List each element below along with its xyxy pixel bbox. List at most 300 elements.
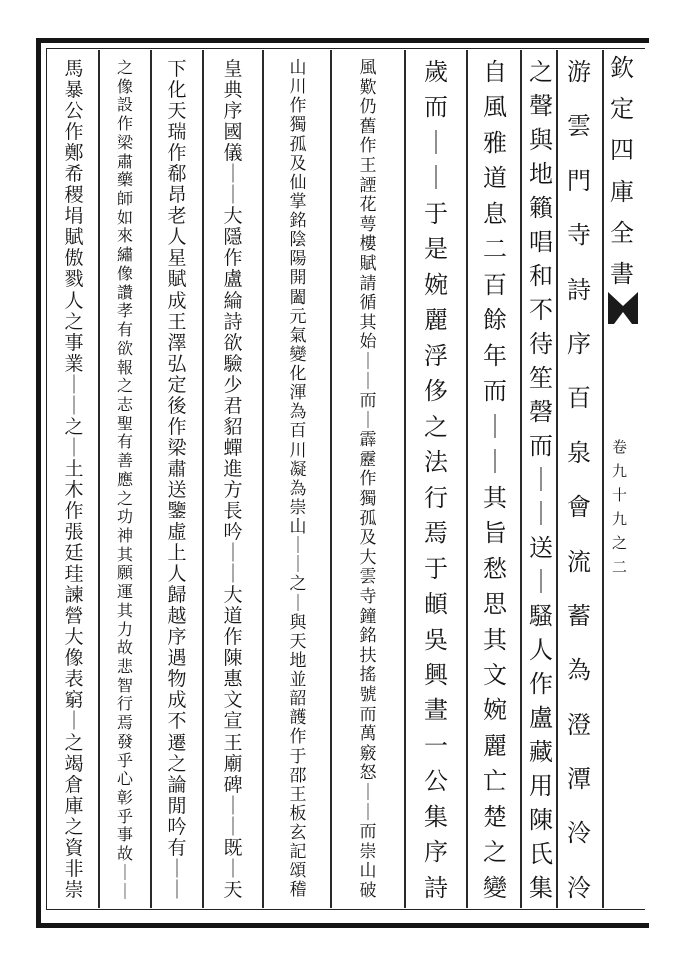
glyph: 與 — [529, 126, 553, 154]
glyph: 號 — [359, 685, 377, 705]
glyph: 欲 — [223, 331, 243, 354]
glyph: ｜ — [424, 164, 448, 193]
glyph: 地 — [289, 650, 307, 671]
glyph: 不 — [167, 710, 187, 733]
glyph: 遷 — [167, 731, 187, 754]
glyph: 綸 — [223, 289, 243, 312]
glyph: 為 — [289, 402, 307, 423]
glyph: 心 — [116, 769, 133, 789]
glyph: 有 — [116, 320, 133, 340]
glyph: 亡 — [483, 767, 507, 796]
glyph: 如 — [116, 207, 133, 227]
glyph: 年 — [483, 341, 507, 370]
glyph: 文 — [483, 660, 507, 689]
glyph: 焉 — [424, 519, 448, 548]
glyph: 送 — [529, 534, 553, 562]
glyph: 及 — [359, 528, 377, 549]
glyph: ｜ — [289, 536, 307, 557]
glyph: 庫 — [64, 794, 84, 817]
glyph: 寺 — [359, 587, 377, 608]
glyph: 讚 — [116, 282, 133, 302]
glyph: ｜ — [483, 412, 507, 441]
glyph: 之 — [116, 58, 133, 77]
glyph: 自 — [483, 58, 507, 86]
glyph: 作 — [289, 727, 307, 748]
glyph: 作 — [167, 415, 187, 438]
text-column-9 — [102, 60, 148, 900]
glyph: 山 — [289, 517, 307, 537]
glyph: ｜ — [529, 500, 553, 528]
glyph: 凝 — [289, 459, 307, 480]
glyph: 作 — [529, 670, 553, 698]
glyph: 王 — [167, 310, 187, 333]
glyph: 歎 — [359, 77, 377, 98]
glyph: 獨 — [289, 115, 307, 136]
glyph: 梁 — [167, 436, 187, 459]
glyph: 破 — [359, 880, 377, 901]
text-column-5 — [336, 60, 400, 900]
glyph: 百 — [483, 270, 507, 299]
glyph: 賦 — [167, 268, 187, 291]
glyph: 澄 — [567, 710, 591, 739]
glyph: 之 — [483, 838, 507, 867]
glyph: 變 — [483, 873, 507, 902]
glyph: 郗 — [167, 163, 187, 186]
glyph: 之 — [116, 376, 133, 396]
glyph: 氣 — [289, 325, 307, 346]
glyph: 力 — [116, 619, 133, 639]
glyph: 道 — [483, 164, 507, 193]
glyph: 之 — [64, 731, 84, 754]
glyph: 仙 — [289, 172, 307, 193]
text-column-1 — [562, 60, 596, 900]
glyph: 人 — [64, 289, 84, 312]
glyph: 書 — [610, 259, 634, 288]
glyph: 是 — [424, 235, 448, 264]
glyph: 弘 — [167, 352, 187, 375]
glyph: 二 — [483, 235, 507, 264]
glyph: 為 — [289, 478, 307, 499]
glyph: 頌 — [289, 861, 307, 882]
glyph: 吟 — [223, 521, 243, 544]
glyph: ｜ — [359, 371, 377, 392]
glyph: 于 — [424, 554, 448, 583]
glyph: 非 — [64, 857, 84, 880]
glyph: 潭 — [567, 765, 591, 794]
glyph: 大 — [223, 584, 243, 607]
glyph: ｜ — [289, 593, 307, 614]
glyph: 序 — [424, 838, 448, 867]
glyph: 婉 — [424, 270, 448, 299]
glyph: 智 — [116, 675, 133, 695]
glyph: 善 — [116, 451, 133, 471]
glyph: 功 — [116, 507, 133, 527]
glyph: 風 — [359, 58, 377, 78]
glyph: 麗 — [483, 731, 507, 760]
glyph: 萬 — [359, 724, 377, 745]
glyph: 國 — [223, 121, 243, 144]
glyph: 繡 — [116, 245, 133, 265]
glyph: ｜ — [223, 163, 243, 186]
glyph: 之 — [64, 815, 84, 838]
glyph: 欽 — [610, 54, 634, 82]
glyph: 化 — [167, 79, 187, 102]
glyph: 搖 — [359, 665, 377, 686]
glyph: 故 — [116, 844, 133, 864]
glyph: 序 — [223, 100, 243, 123]
glyph: 作 — [359, 469, 377, 490]
glyph: 行 — [424, 483, 448, 512]
glyph: 珪 — [64, 563, 84, 586]
glyph: 及 — [289, 153, 307, 174]
column-rule — [202, 50, 204, 908]
glyph: 之 — [64, 310, 84, 333]
glyph: 地 — [529, 160, 553, 188]
glyph: 川 — [289, 440, 307, 461]
glyph: 成 — [167, 689, 187, 712]
glyph: 風 — [483, 93, 507, 122]
text-column-10 — [52, 60, 96, 900]
glyph: 百 — [567, 384, 591, 413]
glyph: 掌 — [289, 191, 307, 212]
glyph: 事 — [116, 825, 133, 845]
glyph: 王 — [223, 731, 243, 754]
column-rule — [404, 50, 406, 908]
glyph: 而 — [359, 704, 377, 725]
glyph: 旨 — [483, 519, 507, 548]
glyph: 之 — [64, 415, 84, 438]
glyph: 悲 — [116, 657, 133, 676]
glyph: 其 — [116, 544, 133, 564]
glyph: 歸 — [167, 584, 187, 607]
glyph: 來 — [116, 226, 133, 246]
glyph: 陽 — [289, 249, 307, 270]
glyph: 作 — [223, 247, 243, 270]
glyph: 儀 — [223, 142, 243, 165]
glyph: 磬 — [529, 398, 553, 426]
glyph: 楚 — [483, 802, 507, 831]
glyph: 並 — [289, 670, 307, 690]
glyph: 稷 — [64, 184, 84, 207]
glyph: 土 — [64, 457, 84, 480]
glyph: 賦 — [359, 253, 377, 274]
glyph: 鄭 — [64, 142, 84, 165]
glyph: 願 — [116, 563, 133, 583]
glyph: 渾 — [289, 383, 307, 404]
glyph: 仍 — [359, 97, 377, 118]
glyph: 鑒 — [167, 499, 187, 522]
glyph: 天 — [289, 631, 307, 652]
glyph: 氏 — [529, 840, 553, 868]
glyph: 川 — [289, 77, 307, 98]
glyph: 君 — [223, 394, 243, 417]
glyph: 聖 — [116, 413, 133, 433]
glyph: 聲 — [529, 92, 553, 120]
glyph: 倉 — [64, 773, 84, 796]
glyph: ｜ — [223, 794, 243, 817]
glyph: 肅 — [167, 457, 187, 480]
glyph: 諫 — [64, 584, 84, 607]
glyph: 神 — [116, 525, 133, 545]
glyph: 澤 — [167, 331, 187, 354]
glyph: 流 — [567, 547, 591, 576]
glyph: 像 — [116, 76, 133, 96]
glyph: 皇 — [223, 58, 243, 80]
glyph: 樓 — [359, 234, 377, 255]
glyph: 籟 — [529, 194, 553, 222]
glyph: 下 — [167, 58, 187, 80]
glyph: 人 — [167, 563, 187, 586]
glyph: 驗 — [223, 352, 243, 375]
glyph: 廟 — [223, 752, 243, 775]
glyph: 記 — [289, 842, 307, 863]
glyph: 陳 — [529, 806, 553, 834]
column-rule — [98, 50, 100, 908]
glyph: 陳 — [223, 647, 243, 670]
glyph: 稽 — [289, 880, 307, 901]
glyph: 乎 — [116, 806, 133, 826]
glyph: 孤 — [289, 134, 307, 155]
glyph: 肅 — [116, 151, 133, 171]
glyph: 張 — [64, 521, 84, 544]
glyph: 運 — [116, 582, 133, 602]
glyph: 門 — [567, 166, 591, 195]
glyph: 閒 — [167, 794, 187, 817]
glyph: ｜ — [424, 128, 448, 157]
glyph: 公 — [424, 767, 448, 796]
glyph: 晝 — [424, 696, 448, 725]
glyph: 山 — [359, 861, 377, 882]
glyph: 與 — [289, 612, 307, 633]
glyph: 竅 — [359, 743, 377, 764]
glyph: 于 — [424, 199, 448, 228]
glyph: ｜ — [223, 563, 243, 586]
glyph: 資 — [64, 836, 84, 859]
glyph: 獨 — [359, 489, 377, 510]
glyph: 天 — [223, 878, 243, 901]
glyph: 設 — [116, 95, 133, 115]
glyph: 應 — [116, 469, 133, 489]
glyph: 焉 — [116, 713, 133, 733]
text-column-3 — [472, 60, 518, 900]
glyph: 鐘 — [359, 606, 377, 627]
glyph: ｜ — [223, 184, 243, 207]
glyph: 崇 — [64, 878, 84, 901]
glyph: 山 — [289, 58, 307, 78]
glyph: 雅 — [483, 128, 507, 157]
column-rule — [520, 50, 522, 908]
column-rule — [150, 50, 152, 908]
glyph: 其 — [116, 600, 133, 620]
glyph: 四 — [610, 136, 634, 165]
glyph: 長 — [223, 499, 243, 522]
glyph: 梁 — [116, 132, 133, 152]
glyph: 九 — [612, 510, 628, 528]
glyph: 之 — [529, 58, 553, 86]
glyph: 序 — [167, 626, 187, 649]
glyph: 騷 — [529, 602, 553, 630]
glyph: 窮 — [64, 689, 84, 712]
glyph: 集 — [424, 802, 448, 831]
glyph: 廷 — [64, 542, 84, 565]
glyph: ｜ — [483, 448, 507, 477]
text-column-7 — [206, 60, 260, 900]
glyph: 之 — [289, 574, 307, 595]
glyph: 思 — [483, 590, 507, 619]
glyph: 蟬 — [223, 436, 243, 459]
glyph: 而 — [529, 432, 553, 460]
glyph: 唱 — [529, 228, 553, 256]
glyph: 後 — [167, 394, 187, 417]
glyph: 既 — [223, 836, 243, 859]
glyph: 藥 — [116, 170, 133, 190]
column-rule — [466, 50, 468, 908]
glyph: 九 — [612, 462, 628, 480]
glyph: 營 — [64, 605, 84, 628]
glyph: ｜ — [529, 568, 553, 596]
glyph: 其 — [483, 625, 507, 654]
glyph: 瑞 — [167, 121, 187, 144]
glyph: 元 — [289, 306, 307, 327]
glyph: 虛 — [167, 521, 187, 544]
glyph: 王 — [289, 784, 307, 805]
glyph: ｜ — [116, 862, 133, 882]
glyph: 待 — [529, 330, 553, 358]
glyph: 貂 — [223, 415, 243, 438]
glyph: 公 — [64, 100, 84, 123]
text-column-4 — [410, 60, 462, 900]
glyph: ｜ — [359, 351, 377, 372]
glyph: 蓄 — [567, 601, 591, 630]
glyph: 而 — [424, 93, 448, 122]
glyph: 師 — [116, 189, 133, 209]
glyph: ｜ — [223, 815, 243, 838]
glyph: 老 — [167, 205, 187, 228]
glyph: 花 — [359, 195, 377, 216]
glyph: 有 — [116, 432, 133, 452]
glyph: ｜ — [167, 857, 187, 880]
column-rule — [262, 50, 264, 908]
glyph: 變 — [289, 344, 307, 365]
glyph: 于 — [289, 746, 307, 767]
glyph: 盧 — [223, 268, 243, 291]
glyph: 定 — [167, 373, 187, 396]
glyph: 詩 — [567, 275, 591, 304]
glyph: 序 — [567, 329, 591, 358]
glyph: 開 — [289, 268, 307, 289]
glyph: 始 — [359, 332, 377, 353]
glyph: 霹 — [359, 430, 377, 451]
glyph: 怒 — [359, 763, 377, 784]
glyph: 惠 — [223, 668, 243, 691]
glyph: 而 — [483, 377, 507, 406]
glyph: 論 — [167, 773, 187, 796]
column-rule — [330, 50, 332, 908]
glyph: 雲 — [567, 112, 591, 141]
glyph: 木 — [64, 478, 84, 501]
glyph: 送 — [167, 478, 187, 501]
glyph: 人 — [167, 226, 187, 249]
glyph: 寺 — [567, 221, 591, 250]
glyph: 舊 — [359, 116, 377, 137]
glyph: 不 — [529, 296, 553, 324]
glyph: 王 — [359, 155, 377, 176]
glyph: 而 — [359, 391, 377, 412]
glyph: 為 — [567, 656, 591, 685]
glyph: 泠 — [567, 873, 591, 902]
glyph: 萼 — [359, 214, 377, 235]
glyph: 婉 — [483, 696, 507, 725]
glyph: 志 — [116, 394, 133, 414]
glyph: 戮 — [64, 268, 84, 291]
glyph: 而 — [359, 822, 377, 843]
glyph: 扶 — [359, 645, 377, 666]
glyph: 法 — [424, 448, 448, 477]
glyph: 作 — [167, 142, 187, 165]
glyph: 庫 — [610, 177, 634, 206]
glyph: 會 — [567, 493, 591, 522]
glyph: 銘 — [359, 626, 377, 647]
glyph: ｜ — [529, 466, 553, 494]
text-column-8 — [154, 60, 200, 900]
glyph: 大 — [359, 547, 377, 568]
glyph: 游 — [567, 58, 591, 86]
volume-label — [612, 440, 627, 575]
glyph: ｜ — [223, 542, 243, 565]
glyph: 十 — [612, 486, 628, 504]
glyph: 作 — [359, 136, 377, 157]
glyph: ｜ — [289, 555, 307, 576]
glyph: 大 — [64, 626, 84, 649]
glyph: 闔 — [289, 287, 307, 308]
glyph: 詩 — [424, 873, 448, 902]
glyph: ｜ — [223, 857, 243, 880]
glyph: 侈 — [424, 377, 448, 406]
glyph: 報 — [116, 357, 133, 377]
glyph: 崇 — [359, 841, 377, 862]
glyph: 進 — [223, 457, 243, 480]
glyph: 馬 — [64, 58, 84, 80]
glyph: 一 — [424, 731, 448, 760]
glyph: 物 — [167, 668, 187, 691]
glyph: 興 — [424, 660, 448, 689]
glyph: 成 — [167, 289, 187, 312]
glyph: 愁 — [483, 554, 507, 583]
glyph: 昂 — [167, 184, 187, 207]
glyph: 作 — [64, 121, 84, 144]
glyph: 集 — [529, 874, 553, 902]
glyph: 全 — [610, 218, 634, 247]
glyph: 玄 — [289, 823, 307, 843]
glyph: 其 — [359, 312, 377, 333]
glyph: 作 — [223, 626, 243, 649]
glyph: 之 — [424, 412, 448, 441]
glyph: 息 — [483, 199, 507, 228]
glyph: 業 — [64, 352, 84, 375]
glyph: 和 — [529, 262, 553, 290]
glyph: 作 — [289, 96, 307, 117]
glyph: 藏 — [529, 738, 553, 766]
glyph: 板 — [289, 803, 307, 824]
glyph: 之 — [167, 752, 187, 775]
glyph: 吳 — [424, 625, 448, 654]
glyph: 賦 — [64, 226, 84, 249]
glyph: 泉 — [567, 438, 591, 467]
glyph: 化 — [289, 364, 307, 384]
glyph: 大 — [223, 205, 243, 228]
glyph: 二 — [612, 558, 628, 576]
glyph: 靂 — [359, 449, 377, 470]
